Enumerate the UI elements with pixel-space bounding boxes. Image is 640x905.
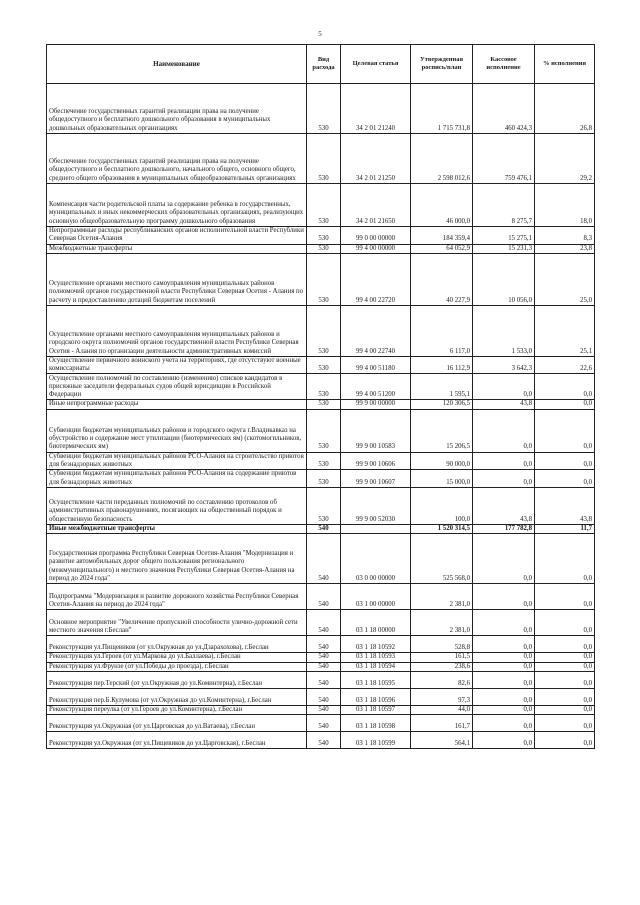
row-executed: 0,0 <box>473 715 535 732</box>
row-plan: 528,8 <box>411 636 473 653</box>
row-expense-type: 540 <box>307 671 341 688</box>
row-percent: 0,0 <box>535 409 595 452</box>
row-plan: 64 052,9 <box>411 244 473 253</box>
row-target-item: 03 1 18 10593 <box>341 653 411 662</box>
row-target-item: 34 2 01 21240 <box>341 84 411 134</box>
table-row <box>47 636 595 653</box>
row-name: Иные непрограммные расходы <box>47 400 307 409</box>
row-name: Субвенции бюджетам муниципальных районов РСО-Алания на строительство приютов для безнадзорных животных <box>47 452 307 470</box>
row-executed: 0,0 <box>473 584 535 610</box>
row-plan: 97,3 <box>411 688 473 705</box>
row-expense-type: 540 <box>307 715 341 732</box>
row-executed: 759 476,1 <box>473 134 535 184</box>
table-row <box>47 253 595 305</box>
row-target-item: 99 9 00 52030 <box>341 487 411 524</box>
header-target-item: Целевая статья <box>341 45 411 84</box>
row-expense-type: 530 <box>307 374 341 400</box>
table-row <box>47 470 595 488</box>
row-plan: 161,7 <box>411 715 473 732</box>
row-target-item: 99 4 00 22720 <box>341 253 411 305</box>
table-row <box>47 524 595 533</box>
row-percent: 43,8 <box>535 487 595 524</box>
row-percent: 11,7 <box>535 524 595 533</box>
row-percent: 18,0 <box>535 184 595 227</box>
table-row <box>47 715 595 732</box>
row-percent: 0,0 <box>535 400 595 409</box>
row-plan: 2 381,0 <box>411 610 473 636</box>
row-expense-type: 540 <box>307 653 341 662</box>
row-expense-type: 530 <box>307 400 341 409</box>
header-expense-type: Вид расхода <box>307 45 341 84</box>
row-name: Реконструкция ул.Окружная (от ул.Пищевиков до ул.Царговская), г.Беслан <box>47 732 307 749</box>
row-target-item: 99 9 00 10583 <box>341 409 411 452</box>
row-plan: 238,6 <box>411 662 473 671</box>
table-row <box>47 671 595 688</box>
row-name: Реконструкция пер.Б.Кулумова (от ул.Окружная до ул.Коминтерна), г.Беслан <box>47 688 307 705</box>
row-percent: 0,0 <box>535 653 595 662</box>
row-plan: 90 000,0 <box>411 452 473 470</box>
header-plan: Утвержденная роспись/план <box>411 45 473 84</box>
row-target-item: 99 9 00 10606 <box>341 452 411 470</box>
row-expense-type: 540 <box>307 705 341 714</box>
row-percent: 25,0 <box>535 253 595 305</box>
row-percent: 0,0 <box>535 732 595 749</box>
row-name: Осуществление первичного воинского учета на территориях, где отсутствуют военные комиссариаты <box>47 356 307 374</box>
row-plan: 1 715 731,8 <box>411 84 473 134</box>
row-name: Иные межбюджетные трансферты <box>47 524 307 533</box>
table-row <box>47 653 595 662</box>
row-name: Реконструкция ул.Фрунзе (от ул.Победы до проезда), г.Беслан <box>47 662 307 671</box>
row-target-item: 03 0 00 00000 <box>341 534 411 584</box>
row-executed: 0,0 <box>473 653 535 662</box>
row-target-item: 03 1 00 00000 <box>341 584 411 610</box>
row-plan: 1 595,1 <box>411 374 473 400</box>
row-plan: 46 000,0 <box>411 184 473 227</box>
row-expense-type: 540 <box>307 732 341 749</box>
row-percent: 0,0 <box>535 705 595 714</box>
table-row <box>47 409 595 452</box>
row-plan: 564,1 <box>411 732 473 749</box>
row-name: Осуществление органами местного самоуправления муниципальных районов полномочий органов государственной власти Республики Северная Осетия - Алания по расчету и предоставлению дотаций бюджетам поселений <box>47 253 307 305</box>
row-name: Обеспечение государственных гарантий реализации права на получение общедоступного и бесплатного дошкольного, начального общего, основного общего, среднего общего образования в муниципальных общеобразовательных организациях <box>47 134 307 184</box>
row-plan: 2 598 012,6 <box>411 134 473 184</box>
row-percent: 23,8 <box>535 244 595 253</box>
row-plan: 184 359,4 <box>411 227 473 245</box>
row-name: Непрограммные расходы республиканских органов исполнительной власти Республики Северная Осетия-Алания <box>47 227 307 245</box>
row-name: Межбюджетные трансферты <box>47 244 307 253</box>
row-expense-type: 540 <box>307 584 341 610</box>
row-expense-type: 530 <box>307 356 341 374</box>
row-expense-type: 530 <box>307 84 341 134</box>
row-target-item: 34 2 01 21650 <box>341 184 411 227</box>
row-executed: 43,8 <box>473 400 535 409</box>
row-percent: 0,0 <box>535 688 595 705</box>
header-percent: % исполнения <box>535 45 595 84</box>
row-expense-type: 530 <box>307 409 341 452</box>
row-percent: 26,8 <box>535 84 595 134</box>
row-percent: 0,0 <box>535 452 595 470</box>
table-row <box>47 227 595 245</box>
row-target-item: 99 9 00 00000 <box>341 400 411 409</box>
row-expense-type: 540 <box>307 688 341 705</box>
row-target-item: 03 1 18 10596 <box>341 688 411 705</box>
table-row <box>47 374 595 400</box>
row-executed: 0,0 <box>473 534 535 584</box>
row-target-item: 03 1 18 10595 <box>341 671 411 688</box>
row-executed: 177 782,8 <box>473 524 535 533</box>
row-name: Реконструкция переулка (от ул.Героев до ул.Коминтерна), г.Беслан <box>47 705 307 714</box>
row-plan: 44,0 <box>411 705 473 714</box>
row-executed: 15 231,3 <box>473 244 535 253</box>
row-plan: 161,5 <box>411 653 473 662</box>
row-executed: 0,0 <box>473 671 535 688</box>
table-row <box>47 688 595 705</box>
row-name: Осуществление органами местного самоуправления муниципальных районов и городского округа полномочий органов государственной власти Республики Северная Осетия - Алания по организации деятельности административных комиссий <box>47 305 307 356</box>
row-executed: 43,8 <box>473 487 535 524</box>
row-plan: 40 227,9 <box>411 253 473 305</box>
row-executed: 0,0 <box>473 705 535 714</box>
row-percent: 29,2 <box>535 134 595 184</box>
row-target-item: 03 1 18 10597 <box>341 705 411 714</box>
row-name: Государственная программа Республики Северная Осетия-Алания "Модернизация и развитие автомобильных дорог общего пользования регионального (межмуниципального) и местного значения Республики Северная Осетия-Алания на период до 2024 года" <box>47 534 307 584</box>
table-row <box>47 305 595 356</box>
row-target-item: 03 1 18 10598 <box>341 715 411 732</box>
row-expense-type: 530 <box>307 452 341 470</box>
row-name: Осуществление полномочий по составлению (изменению) списков кандидатов в присяжные заседатели федеральных судов общей юрисдикции в Российской Федерации <box>47 374 307 400</box>
row-plan: 120 306,5 <box>411 400 473 409</box>
table-row <box>47 184 595 227</box>
row-expense-type: 530 <box>307 305 341 356</box>
row-plan: 82,6 <box>411 671 473 688</box>
row-executed: 0,0 <box>473 374 535 400</box>
row-percent: 0,0 <box>535 715 595 732</box>
row-expense-type: 530 <box>307 253 341 305</box>
row-target-item: 03 1 18 10594 <box>341 662 411 671</box>
table-row <box>47 400 595 409</box>
row-target-item: 99 4 00 51180 <box>341 356 411 374</box>
row-name: Субвенции бюджетам муниципальных районов и городского округа г.Владикавказ на обустройство и содержание мест утилизации (биотермических ям) (скотомогильников, биотермических ям) <box>47 409 307 452</box>
row-expense-type: 540 <box>307 534 341 584</box>
row-percent: 0,0 <box>535 610 595 636</box>
row-name: Субвенции бюджетам муниципальных районов РСО-Алания на содержание приютов для безнадзорных животных <box>47 470 307 488</box>
row-target-item: 99 9 00 10607 <box>341 470 411 488</box>
row-executed: 460 424,3 <box>473 84 535 134</box>
row-percent: 0,0 <box>535 671 595 688</box>
row-expense-type: 530 <box>307 487 341 524</box>
table-row <box>47 584 595 610</box>
row-name: Реконструкция ул.Пищевиков (от ул.Окружная до ул.Дзарахохова), г.Беслан <box>47 636 307 653</box>
table-row <box>47 487 595 524</box>
table-row <box>47 134 595 184</box>
row-percent: 8,3 <box>535 227 595 245</box>
row-target-item: 03 1 18 00000 <box>341 610 411 636</box>
row-target-item: 03 1 18 10592 <box>341 636 411 653</box>
table-row <box>47 244 595 253</box>
row-executed: 0,0 <box>473 409 535 452</box>
row-target-item <box>341 524 411 533</box>
row-target-item: 03 1 18 10599 <box>341 732 411 749</box>
row-executed: 0,0 <box>473 688 535 705</box>
table-row <box>47 705 595 714</box>
row-executed: 3 642,3 <box>473 356 535 374</box>
row-executed: 8 275,7 <box>473 184 535 227</box>
row-name: Осуществление части переданных полномочий по составлению протоколов об административных правонарушениях, посягающих на общественный порядок и общественную безопасность <box>47 487 307 524</box>
row-executed: 1 533,0 <box>473 305 535 356</box>
row-percent: 0,0 <box>535 662 595 671</box>
table-row <box>47 662 595 671</box>
row-percent: 25,1 <box>535 305 595 356</box>
row-target-item: 34 2 01 21250 <box>341 134 411 184</box>
table-row <box>47 356 595 374</box>
row-name: Реконструкция ул.Героев (от ул.Маркова до ул.Баллаева), г.Беслан <box>47 653 307 662</box>
row-expense-type: 530 <box>307 470 341 488</box>
row-name: Подпрограмма "Модернизация и развитие дорожного хозяйства Республики Северная Осетия-Алания на период до 2024 года" <box>47 584 307 610</box>
row-executed: 0,0 <box>473 470 535 488</box>
row-plan: 16 112,9 <box>411 356 473 374</box>
row-percent: 0,0 <box>535 636 595 653</box>
row-target-item: 99 4 00 00000 <box>341 244 411 253</box>
header-name: Наименование <box>47 45 307 84</box>
row-percent: 0,0 <box>535 584 595 610</box>
table-row <box>47 732 595 749</box>
row-name: Реконструкция ул.Окружная (от ул.Царговская до ул.Ватаева), г.Беслан <box>47 715 307 732</box>
row-executed: 10 056,0 <box>473 253 535 305</box>
row-executed: 0,0 <box>473 452 535 470</box>
row-plan: 1 520 314,5 <box>411 524 473 533</box>
row-executed: 0,0 <box>473 662 535 671</box>
row-percent: 22,6 <box>535 356 595 374</box>
row-percent: 0,0 <box>535 470 595 488</box>
row-expense-type: 530 <box>307 184 341 227</box>
table-row <box>47 452 595 470</box>
page-number: 5 <box>318 30 322 38</box>
row-plan: 525 568,0 <box>411 534 473 584</box>
row-expense-type: 530 <box>307 134 341 184</box>
row-target-item: 99 0 00 00000 <box>341 227 411 245</box>
row-executed: 0,0 <box>473 636 535 653</box>
row-executed: 0,0 <box>473 732 535 749</box>
row-executed: 0,0 <box>473 610 535 636</box>
row-name: Обеспечение государственных гарантий реализации права на получение общедоступного и бесплатного дошкольного образования в муниципальных дошкольных образовательных организациях <box>47 84 307 134</box>
table-row <box>47 84 595 134</box>
row-name: Основное мероприятие "Увеличение пропускной способности улично-дорожной сети местного значения г.Беслан" <box>47 610 307 636</box>
row-name: Компенсация части родительской платы за содержание ребенка в государственных, муниципальных и иных некоммерческих образовательных организациях, реализующих основную общеобразовательную программу дошкольного образования <box>47 184 307 227</box>
row-percent: 0,0 <box>535 374 595 400</box>
row-executed: 15 275,1 <box>473 227 535 245</box>
row-expense-type: 540 <box>307 636 341 653</box>
row-expense-type: 540 <box>307 662 341 671</box>
row-plan: 2 381,0 <box>411 584 473 610</box>
header-executed: Кассовое исполнение <box>473 45 535 84</box>
table-row <box>47 610 595 636</box>
table-header-row <box>47 45 595 84</box>
row-expense-type: 530 <box>307 227 341 245</box>
row-expense-type: 540 <box>307 610 341 636</box>
row-target-item: 99 4 00 22740 <box>341 305 411 356</box>
budget-execution-table <box>46 44 595 749</box>
row-target-item: 99 4 00 51200 <box>341 374 411 400</box>
row-expense-type: 540 <box>307 524 341 533</box>
row-plan: 6 117,0 <box>411 305 473 356</box>
row-name: Реконструкция пер.Терский (от ул.Окружная до ул.Коминтерна), г.Беслан <box>47 671 307 688</box>
row-percent: 0,0 <box>535 534 595 584</box>
row-plan: 15 000,0 <box>411 470 473 488</box>
row-plan: 100,0 <box>411 487 473 524</box>
row-plan: 15 206,5 <box>411 409 473 452</box>
row-expense-type: 530 <box>307 244 341 253</box>
table-row <box>47 534 595 584</box>
